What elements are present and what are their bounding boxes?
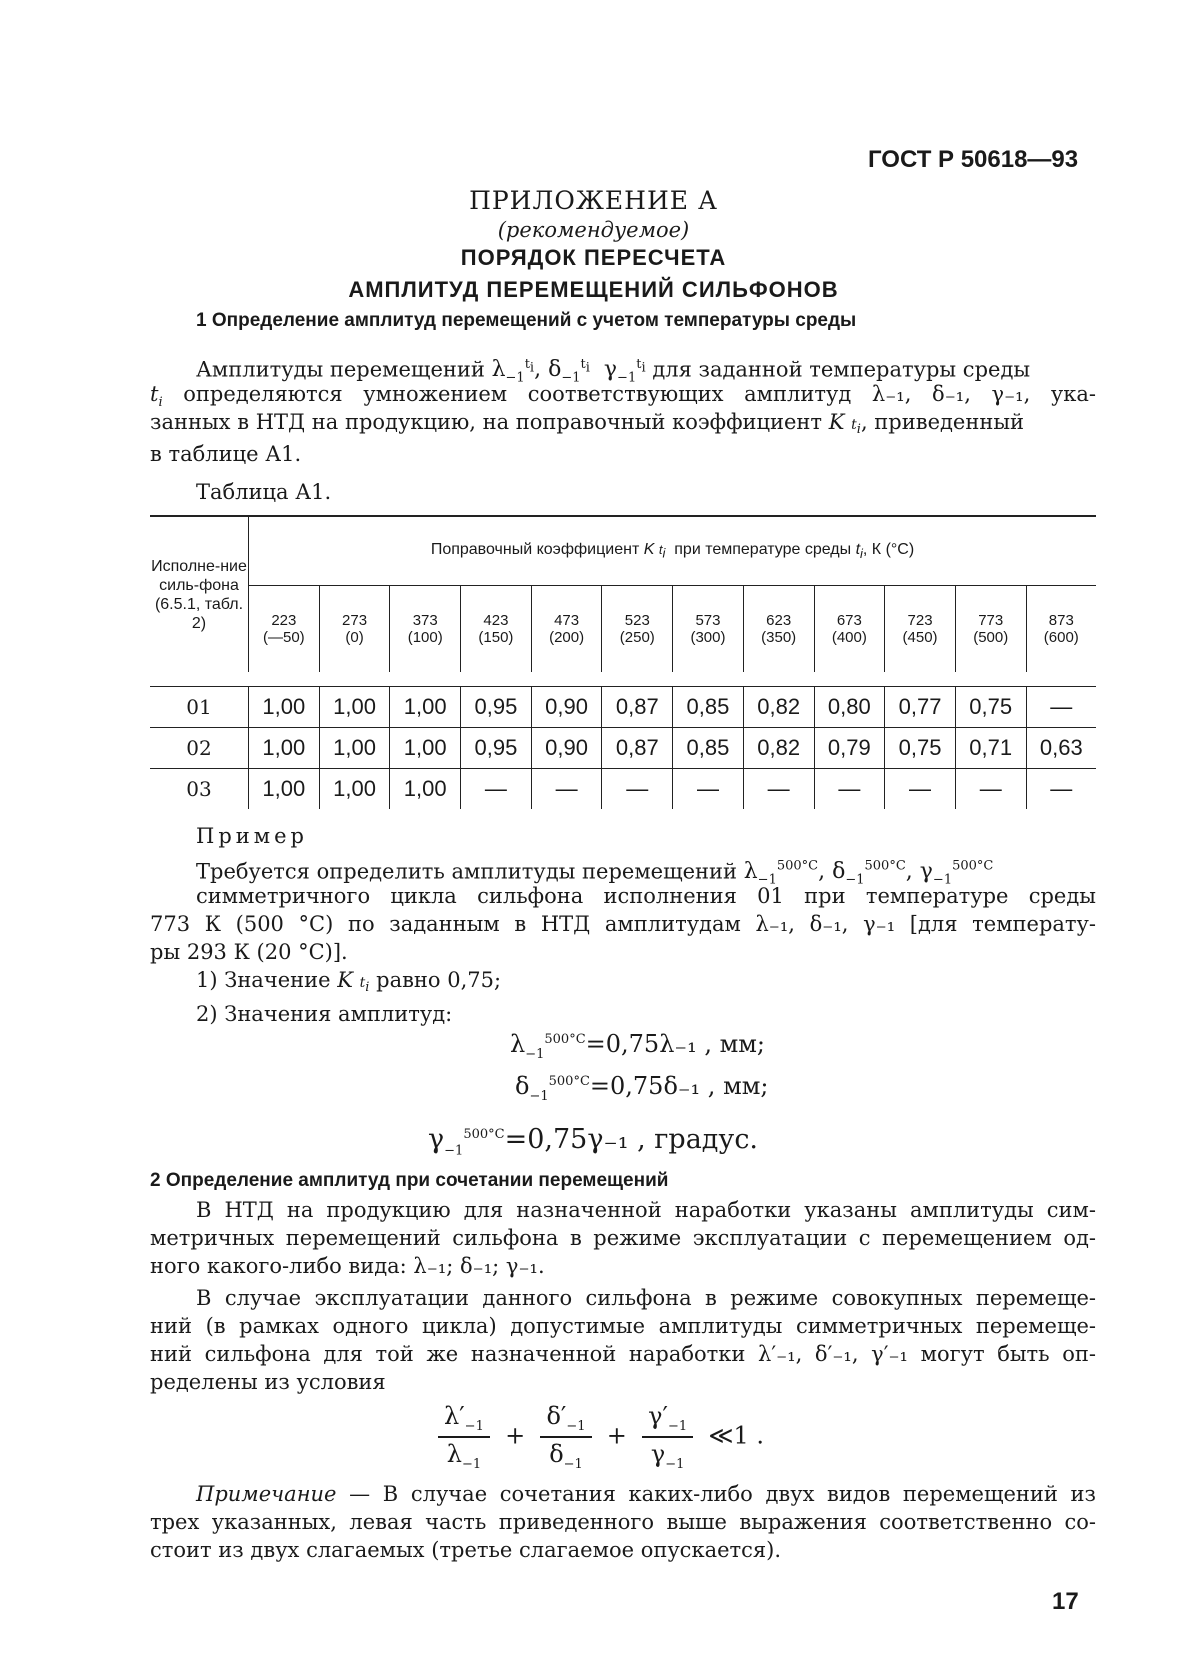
section1-heading: 1 Определение амплитуд перемещений с учетом температуры среды xyxy=(196,310,857,331)
temp-header: 623 (350) xyxy=(743,586,814,673)
section2-p1-line3: ного какого-либо вида: λ₋₁; δ₋₁; γ₋₁. xyxy=(150,1254,545,1278)
cell-value: — xyxy=(955,769,1026,810)
cell-value: 0,75 xyxy=(955,687,1026,728)
cell-value: 0,95 xyxy=(461,728,532,769)
example-step1: 1) Значение K $t_i$ равно 0,75; xyxy=(196,968,502,995)
appendix-status: (рекомендуемое) xyxy=(497,218,690,242)
cell-value: 0,77 xyxy=(885,687,956,728)
note-line1: Примечание — В случае сочетания каких-либо двух видов перемещений из xyxy=(196,1482,1096,1506)
cell-value: 1,00 xyxy=(249,728,320,769)
condition-formula: $\frac{\lambda'_{-1}}{\lambda_{-1}}$ + $\frac{\delta'_{-1}}{\delta_{-1}}$ + $\frac{\gamma'_{-1}}{\gamma_{-1}}$ ≪1 . xyxy=(438,1402,764,1472)
section2-p2-line1: В случае эксплуатации данного сильфона в режиме совокупных перемеще- xyxy=(196,1286,1096,1310)
cell-value: 1,00 xyxy=(319,728,390,769)
example-line3: 773 К (500 °С) по заданным в НТД амплитудам λ₋₁, δ₋₁, γ₋₁ [для температу- xyxy=(150,912,1096,936)
cell-value: 0,63 xyxy=(1026,728,1096,769)
table-row xyxy=(150,728,1096,769)
section1-para-line3: занных в НТД на продукцию, на поправочный коэффициент K $t_i$, приведенный xyxy=(150,410,1025,437)
temp-header: 673 (400) xyxy=(814,586,885,673)
cell-value: 0,82 xyxy=(743,728,814,769)
temp-header: 723 (450) xyxy=(885,586,956,673)
temp-header: 223 (—50) xyxy=(249,586,320,673)
gost-code: ГОСТ Р 50618—93 xyxy=(868,146,1079,173)
cell-value: — xyxy=(461,769,532,810)
row-name: 01 xyxy=(150,687,249,728)
cell-value: — xyxy=(743,769,814,810)
temp-header: 573 (300) xyxy=(673,586,744,673)
formula-delta: $\delta_{-1}^{500^\circ C}=0,75\delta_{-1}$ , мм; xyxy=(515,1072,769,1104)
section2-p1-line2: метричных перемещений сильфона в режиме эксплуатации с перемещением од- xyxy=(150,1226,1096,1250)
cell-value: 0,80 xyxy=(814,687,885,728)
cell-value: 0,71 xyxy=(955,728,1026,769)
temp-header: 873 (600) xyxy=(1026,586,1096,673)
cell-value: 0,79 xyxy=(814,728,885,769)
cell-value: — xyxy=(814,769,885,810)
section1-para-line4: в таблице А1. xyxy=(150,442,302,466)
table-stub-header: Исполне-ние силь-фона (6.5.1, табл. 2) xyxy=(150,516,249,672)
cell-value: — xyxy=(602,769,673,810)
cell-value: — xyxy=(531,769,602,810)
example-step2: 2) Значения амплитуд: xyxy=(196,1002,453,1026)
note-line2: трех указанных, левая часть приведенного выше выражения соответственно со- xyxy=(150,1510,1096,1534)
section2-heading: 2 Определение амплитуд при сочетании перемещений xyxy=(150,1170,669,1191)
cell-value: 0,90 xyxy=(531,728,602,769)
formula-gamma: $\gamma_{-1}^{500^\circ C}=0,75\gamma_{-1}$ , градус. xyxy=(428,1124,759,1159)
section1-para-line1: Амплитуды перемещений $\lambda_{-1}^{t_i}$, $\delta_{-1}^{t_i}$ $\gamma_{-1}^{t_i}$ для заданной температуры среды xyxy=(196,357,1031,386)
note-line3: стоит из двух слагаемых (третье слагаемое опускается). xyxy=(150,1538,782,1562)
cell-value: — xyxy=(1050,776,1073,801)
cell-value: 1,00 xyxy=(390,769,461,810)
correction-coefficient-table xyxy=(150,515,1096,809)
example-line1: Требуется определить амплитуды перемещений $\lambda_{-1}^{500^\circ C}$, $\delta_{-1}^{500^\circ C}$, $\gamma_{-1}^{500^\circ C}$ xyxy=(196,859,994,888)
cell-value: 1,00 xyxy=(390,687,461,728)
cell-value: 1,00 xyxy=(249,687,320,728)
section1-para-line2: $t_i$ определяются умножением соответствующих амплитуд λ₋₁, δ₋₁, γ₋₁, ука- xyxy=(150,382,1096,411)
temp-header: 473 (200) xyxy=(531,586,602,673)
temp-header: 773 (500) xyxy=(955,586,1026,673)
cell-value: 1,00 xyxy=(390,728,461,769)
row-name: 03 xyxy=(150,769,249,810)
main-title-line1: ПОРЯДОК ПЕРЕСЧЕТА xyxy=(460,245,727,270)
cell-value: 0,87 xyxy=(602,687,673,728)
cell-value: 0,82 xyxy=(743,687,814,728)
cell-value: 0,75 xyxy=(885,728,956,769)
section2-p1-line1: В НТД на продукцию для назначенной наработки указаны амплитуды сим- xyxy=(196,1198,1096,1222)
page-number: 17 xyxy=(1052,1588,1079,1615)
cell-value: 0,90 xyxy=(531,687,602,728)
section2-p2-line4: ределены из условия xyxy=(150,1370,386,1394)
cell-value: 1,00 xyxy=(319,769,390,810)
example-line2: симметричного цикла сильфона исполнения 01 при температуре среды xyxy=(196,884,1096,908)
cell-value: 0,87 xyxy=(602,728,673,769)
section2-p2-line2: ний (в рамках одного цикла) допустимые амплитуды симметричных перемеще- xyxy=(150,1314,1096,1338)
cell-value: 1,00 xyxy=(319,687,390,728)
example-heading: Пример xyxy=(196,824,308,848)
main-title-line2: АМПЛИТУД ПЕРЕМЕЩЕНИЙ СИЛЬФОНОВ xyxy=(348,277,839,302)
temp-header: 523 (250) xyxy=(602,586,673,673)
cell-value: 0,85 xyxy=(673,687,744,728)
cell-value: 0,85 xyxy=(673,728,744,769)
table-row xyxy=(150,769,1096,810)
temp-header: 373 (100) xyxy=(390,586,461,673)
table-row xyxy=(150,687,1096,728)
section2-p2-line3: ний сильфона для той же назначенной наработки λ′₋₁, δ′₋₁, γ′₋₁ могут быть оп- xyxy=(150,1342,1096,1366)
example-line4: ры 293 К (20 °С)]. xyxy=(150,940,348,964)
cell-value: — xyxy=(1026,687,1096,728)
cell-value: — xyxy=(673,769,744,810)
temp-header: 423 (150) xyxy=(461,586,532,673)
appendix-title: ПРИЛОЖЕНИЕ А xyxy=(469,186,718,215)
table-caption: Поправочный коэффициент K $t_i$ при температуре среды $t_i$, К (°С) xyxy=(249,516,1097,586)
cell-value: 1,00 xyxy=(249,769,320,810)
cell-value: 0,95 xyxy=(461,687,532,728)
formula-lambda: $\lambda_{-1}^{500^\circ C}=0,75\lambda_{-1}$ , мм; xyxy=(510,1030,766,1062)
cell-value: — xyxy=(885,769,956,810)
table-label: Таблица А1. xyxy=(196,480,332,504)
temp-header: 273 (0) xyxy=(319,586,390,673)
row-name: 02 xyxy=(150,728,249,769)
